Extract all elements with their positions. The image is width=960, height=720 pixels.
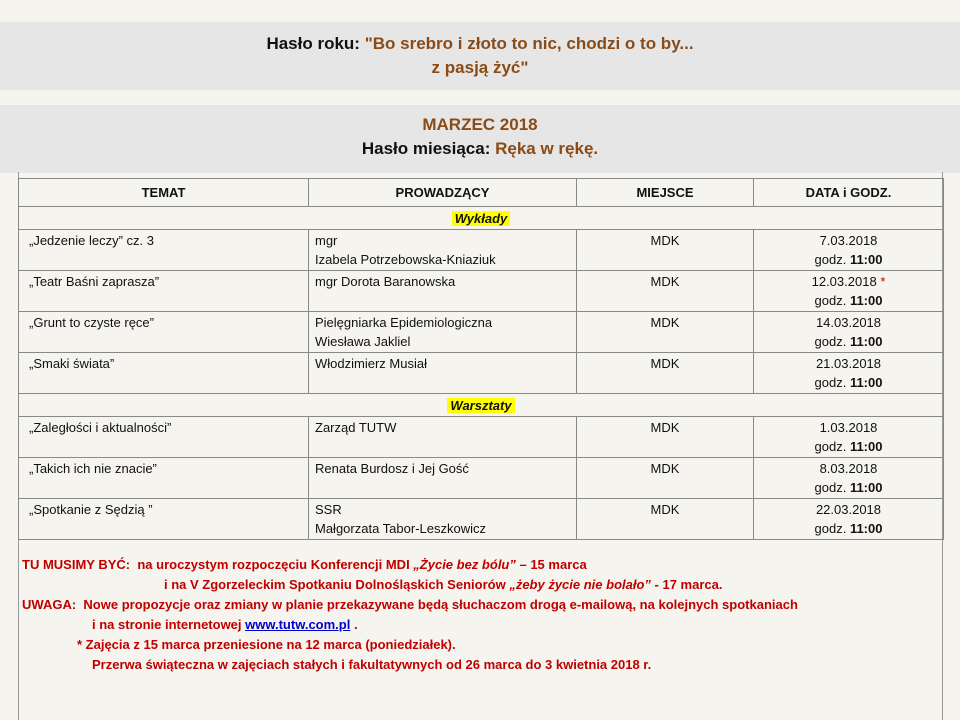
uwaga-text1: Nowe propozycje oraz zmiany w planie przekazywane będą słuchaczom drogą e-mailową, na kolejnych spotkaniach [83,597,798,612]
table-row [19,230,944,271]
col-header-topic: TEMAT [19,179,309,207]
time-value: 11:00 [849,521,883,536]
date-text: 21.03.2018 [815,356,882,371]
must-line2 [22,575,942,595]
date-cell [754,499,944,540]
asterisk-mark: * [880,274,886,289]
host-line2: Wiesława Jakliel [315,334,411,349]
uwaga-label: UWAGA: [22,597,77,612]
place-cell: MDK [577,458,754,499]
place-cell: MDK [577,312,754,353]
must-text2a: i na V Zgorzeleckim Spotkaniu Dolnośląskich Seniorów [164,577,510,592]
uwaga-line2 [22,615,942,635]
month-band [0,105,960,173]
col-header-date: DATA i GODZ. [754,179,944,207]
table-row [19,312,944,353]
time-label: godz. [814,334,847,349]
time-label: godz. [814,293,847,308]
table-row [19,271,944,312]
table-header-row [19,179,944,207]
time-label: godz. [814,439,847,454]
time-line [760,250,937,269]
must-text2b: - 17 marca. [650,577,723,592]
month-motto-text: Ręka w rękę. [495,139,599,158]
time-line [760,332,937,351]
host-cell [309,312,577,353]
time-value: 11:00 [849,252,883,267]
uwaga-text2a: i na stronie internetowej [92,617,246,632]
time-label: godz. [814,375,847,390]
date-text: 14.03.2018 [815,315,882,330]
month-motto-line [0,137,960,161]
year-motto-line1 [0,32,960,56]
date-line [760,272,937,291]
section-label-lectures: Wykłady [452,211,511,226]
topic-cell: „Grunt to czyste ręce” [19,312,309,353]
time-label: godz. [814,521,847,536]
host-cell [309,458,577,499]
host-line1: mgr Dorota Baranowska [315,274,456,289]
host-line1: Zarząd TUTW [315,420,397,435]
host-cell [309,230,577,271]
host-line1: SSR [315,502,342,517]
date-text: 12.03.2018 [811,274,877,289]
place-cell: MDK [577,271,754,312]
time-line [760,373,937,392]
uwaga-text2b: . [350,617,358,632]
time-line [760,519,937,538]
year-motto-band [0,22,960,90]
place-cell: MDK [577,417,754,458]
must-line1 [22,555,942,575]
place-cell: MDK [577,499,754,540]
section-row-workshops [19,394,944,417]
year-motto-label: Hasło roku: [266,34,360,53]
table-row [19,353,944,394]
topic-cell: „Takich ich nie znacie” [19,458,309,499]
topic-cell: „Jedzenie leczy” cz. 3 [19,230,309,271]
date-cell [754,353,944,394]
year-motto-text2: z pasją żyć" [431,58,529,77]
section-label-workshops: Warsztaty [447,398,514,413]
date-text: 1.03.2018 [819,420,878,435]
must-label: TU MUSIMY BYĆ: [22,557,131,572]
time-value: 11:00 [849,293,883,308]
website-link[interactable]: www.tutw.com.pl [245,617,351,632]
time-label: godz. [814,252,847,267]
table-row [19,458,944,499]
schedule-table [18,178,944,540]
host-line1: mgr [315,233,338,248]
star-note: * Zajęcia z 15 marca przeniesione na 12 marca (poniedziałek). [77,637,456,652]
section-row-lectures [19,207,944,230]
date-text: 22.03.2018 [815,502,882,517]
host-line1: Pielęgniarka Epidemiologiczna [315,315,493,330]
host-cell [309,353,577,394]
place-cell: MDK [577,353,754,394]
notes-section [22,555,942,675]
month-motto-label: Hasło miesiąca: [361,139,491,158]
time-line [760,437,937,456]
table-row [19,417,944,458]
date-cell [754,230,944,271]
time-line [760,478,937,497]
topic-cell: „Zaległości i aktualności” [19,417,309,458]
time-value: 11:00 [849,334,883,349]
place-cell: MDK [577,230,754,271]
must-event1: „Życie bez bólu” [413,557,516,572]
must-event2: „żeby życie nie bolało” [509,577,651,592]
date-cell [754,271,944,312]
date-text: 7.03.2018 [819,233,878,248]
time-value: 11:00 [849,480,883,495]
topic-cell: „Smaki świata” [19,353,309,394]
host-line1: Renata Burdosz i Jej Gość [315,461,469,476]
time-line [760,291,937,310]
date-cell [754,417,944,458]
col-header-place: MIEJSCE [577,179,754,207]
time-value: 11:00 [849,375,883,390]
host-line2: Małgorzata Tabor-Leszkowicz [315,521,486,536]
topic-cell: „Spotkanie z Sędzią ” [19,499,309,540]
year-motto-text1: "Bo srebro i złoto to nic, chodzi o to by... [364,34,694,53]
table-row [19,499,944,540]
month-title: MARZEC 2018 [422,115,538,134]
must-text1a: na uroczystym rozpoczęciu Konferencji MDI [137,557,414,572]
host-line2: Izabela Potrzebowska-Kniaziuk [315,252,496,267]
date-text: 8.03.2018 [819,461,878,476]
time-value: 11:00 [849,439,883,454]
break-note: Przerwa świąteczna w zajęciach stałych i fakultatywnych od 26 marca do 3 kwietnia 2018 r. [92,657,652,672]
must-text1b: – 15 marca [515,557,587,572]
col-header-host: PROWADZĄCY [309,179,577,207]
date-cell [754,458,944,499]
uwaga-line1 [22,595,942,615]
host-cell [309,271,577,312]
time-label: godz. [814,480,847,495]
topic-cell: „Teatr Baśni zaprasza” [19,271,309,312]
host-cell [309,499,577,540]
host-line1: Włodzimierz Musiał [315,356,427,371]
date-cell [754,312,944,353]
host-cell [309,417,577,458]
